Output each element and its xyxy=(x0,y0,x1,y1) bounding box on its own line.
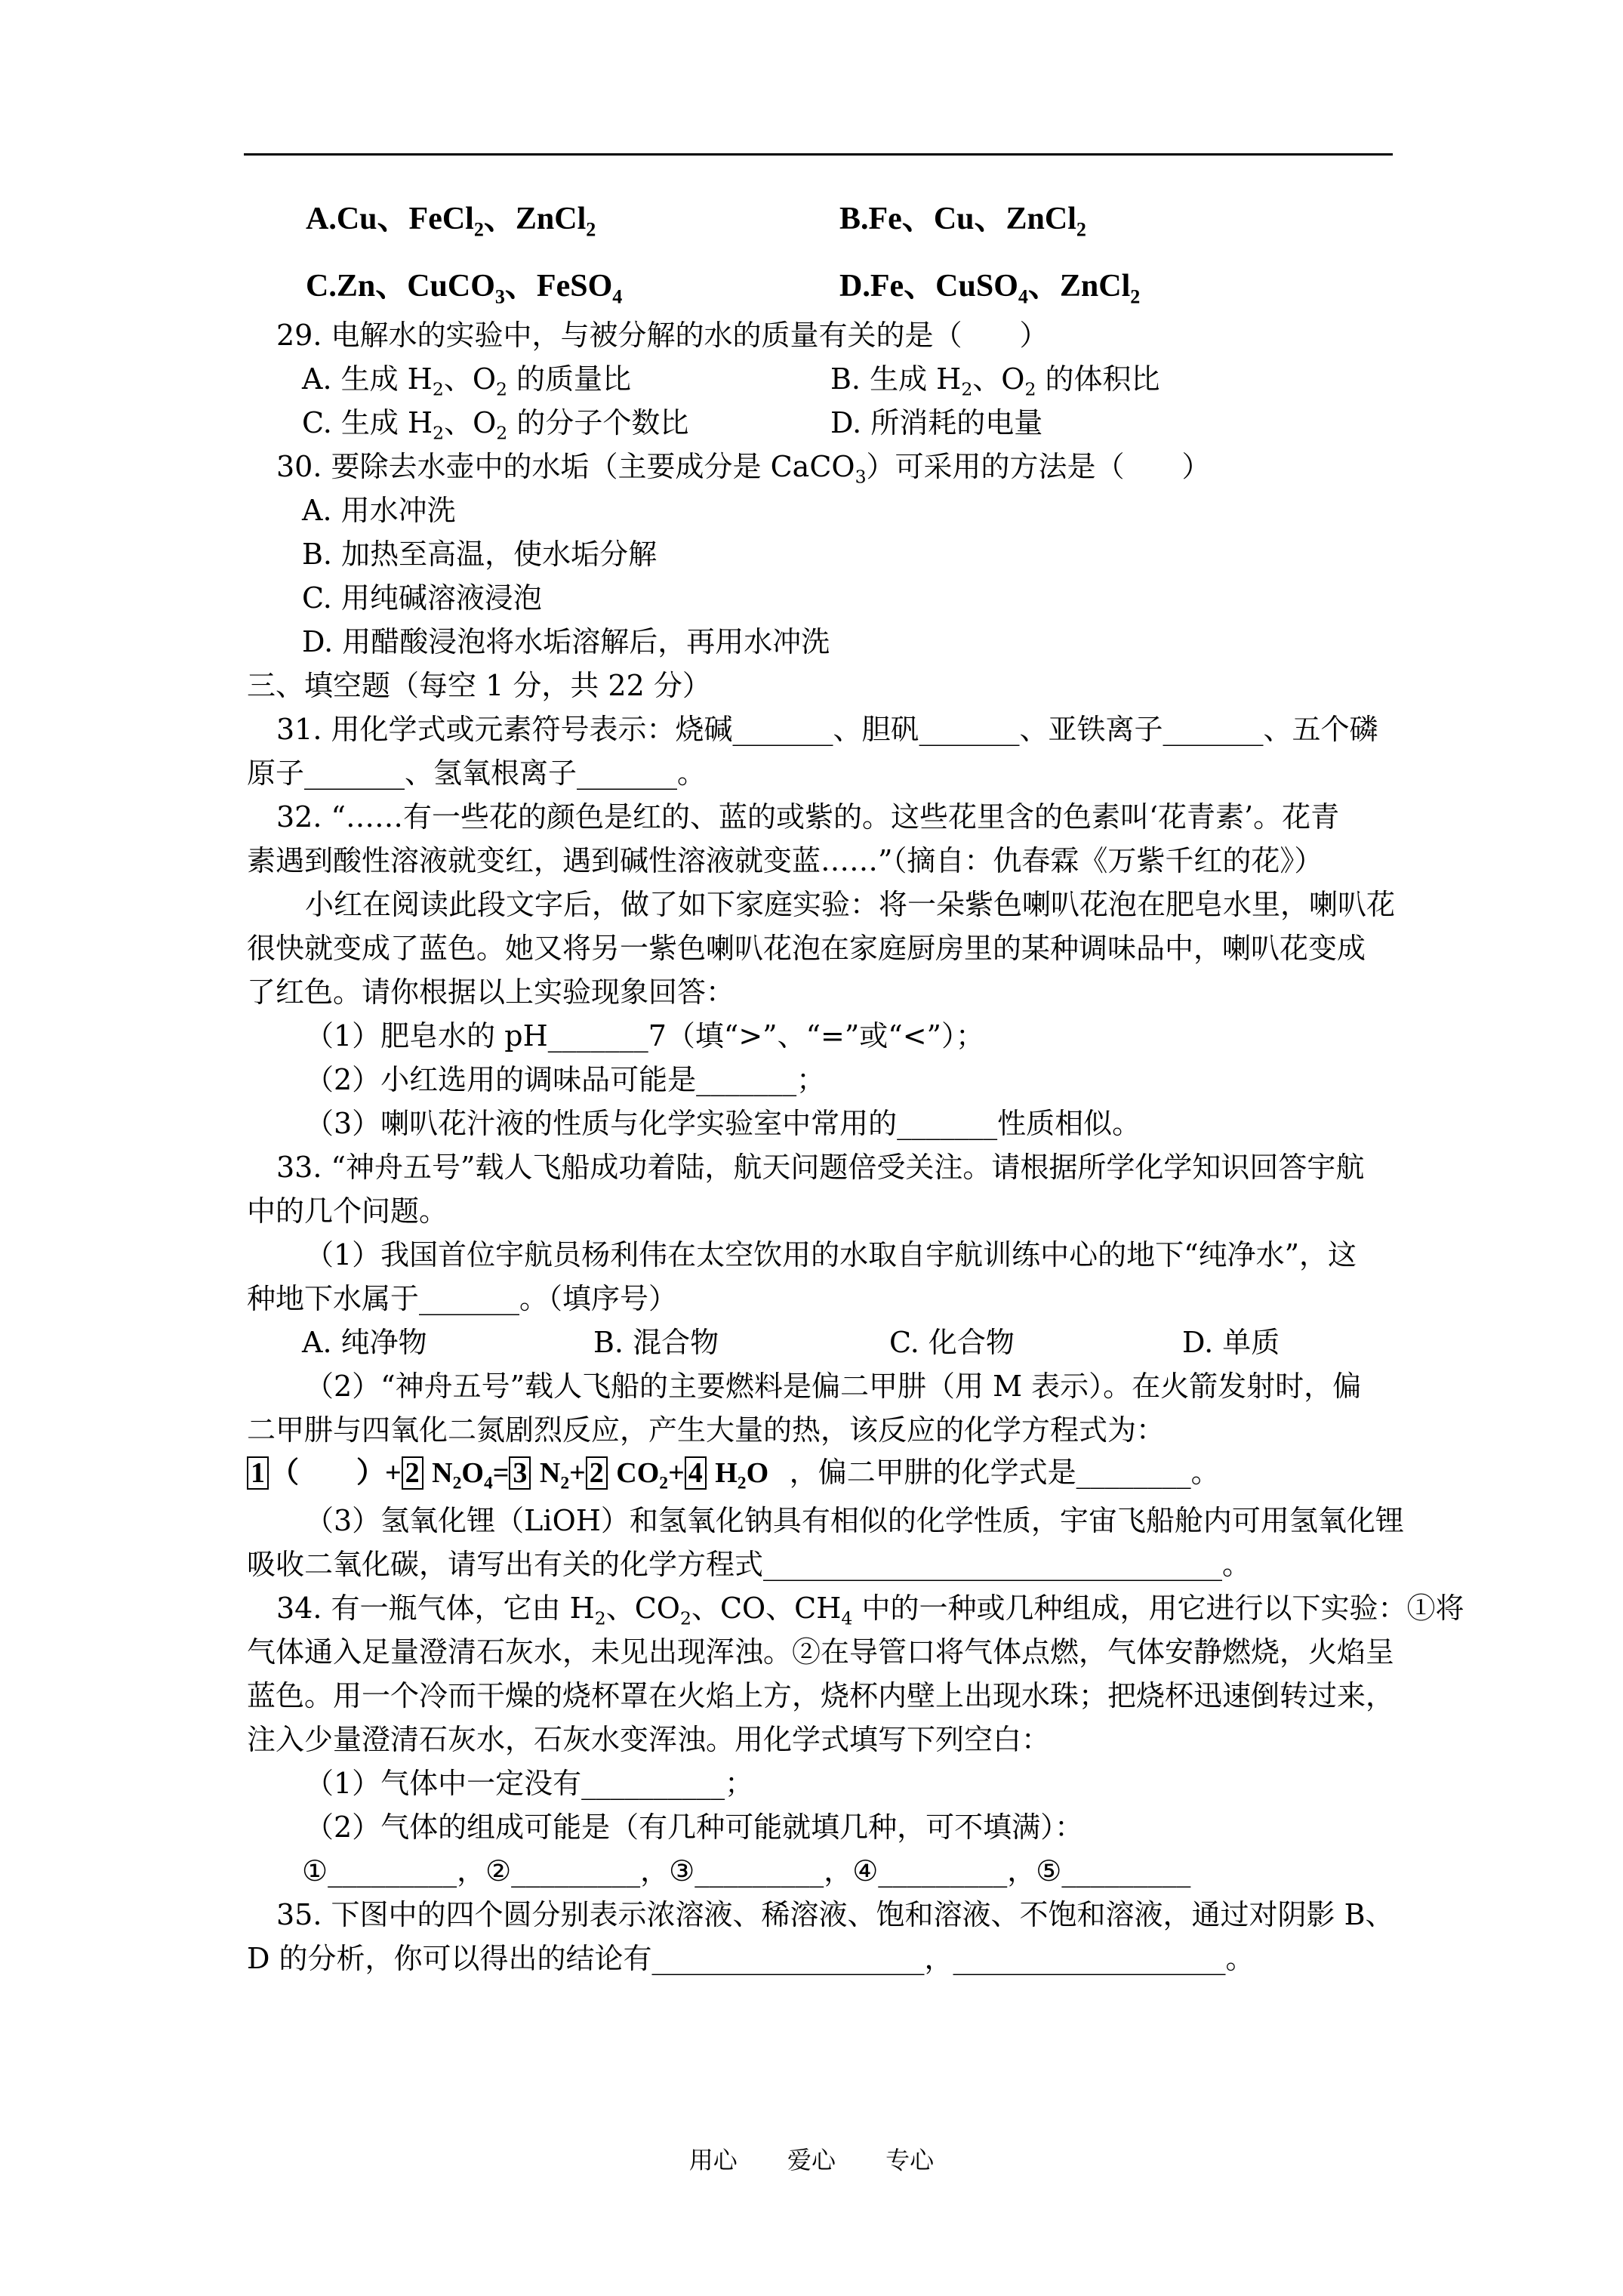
q33-sub-2-line-2: 二甲肼与四氧化二氮剧烈反应，产生大量的热，该反应的化学方程式为： xyxy=(247,1413,1166,1447)
header-rule xyxy=(244,153,1393,156)
footer-word-1: 用心 xyxy=(688,2146,738,2174)
q30-option-b: B. 加热至高温，使水垢分解 xyxy=(302,538,658,571)
q30-option-a: A. 用水冲洗 xyxy=(302,494,456,527)
q30-option-d: D. 用醋酸浸泡将水垢溶解后，再用水冲洗 xyxy=(302,625,830,658)
q35-line-1: 35. 下图中的四个圆分别表示浓溶液、稀溶液、饱和溶液、不饱和溶液，通过对阴影 B、 xyxy=(276,1898,1394,1931)
coefficient-box: 3 xyxy=(509,1456,531,1490)
q29-option-a: A. 生成 $H_2$、$O_2$ 的质量比 xyxy=(302,362,632,400)
q34-line-3: 蓝色。用一个冷而干燥的烧杯罩在火焰上方，烧杯内壁上出现水珠；把烧杯迅速倒转过来， xyxy=(247,1679,1395,1712)
q29-option-b: B. 生成 $H_2$、$O_2$ 的体积比 xyxy=(830,362,1160,400)
q32-line-5: 了红色。请你根据以上实验现象回答： xyxy=(247,975,735,1009)
q33-sub-3-line-2: 吸收二氧化碳，请写出有关的化学方程式________________________________。 xyxy=(247,1548,1252,1581)
q34-line-4: 注入少量澄清石灰水，石灰水变浑浊。用化学式填写下列空白： xyxy=(247,1723,1051,1756)
q35-line-2: D 的分析，你可以得出的结论有___________________，___________________。 xyxy=(247,1942,1255,1975)
q32-sub-1: （1）肥皂水的 pH_______7（填“>”、“=”或“<”）； xyxy=(305,1019,984,1052)
coefficient-box: 2 xyxy=(402,1456,423,1490)
coefficient-box: 1 xyxy=(247,1456,269,1490)
q32-line-2: 素遇到酸性溶液就变红，遇到碱性溶液就变蓝……”（摘自：仇春霖《万紫千红的花》） xyxy=(247,844,1323,877)
q30-option-c: C. 用纯碱溶液浸泡 xyxy=(302,581,542,615)
coefficient-box: 4 xyxy=(685,1456,707,1490)
q34-blanks: ①_________，②_________，③_________，④_________，⑤_________ xyxy=(302,1854,1191,1888)
q34-line-2: 气体通入足量澄清石灰水，未见出现浑浊。②在导管口将气体点燃，气体安静燃烧，火焰呈 xyxy=(247,1635,1395,1669)
section-3-heading: 三、填空题（每空 1 分，共 22 分） xyxy=(247,669,711,702)
page-footer xyxy=(0,2141,1623,2176)
q32-line-1: 32. “……有一些花的颜色是红的、蓝的或紫的。这些花里含的色素叫‘花青素’。花青 xyxy=(276,800,1340,834)
q29-option-c: C. 生成 $H_2$、$O_2$ 的分子个数比 xyxy=(302,406,689,444)
q33-sub-3-line-1: （3）氢氧化锂（LiOH）和氢氧化钠具有相似的化学性质，宇宙飞船舱内可用氢氧化锂 xyxy=(305,1504,1404,1537)
q28-option-d: D.Fe、CuSO$_4$、ZnCl$_2$ xyxy=(839,269,1141,308)
q28-option-c: C.Zn、CuCO$_3$、FeSO$_4$ xyxy=(306,269,623,308)
q33-sub-1-line-1: （1）我国首位宇航员杨利伟在太空饮用的水取自宇航训练中心的地下“纯净水”，这 xyxy=(305,1238,1357,1271)
q33-sub-1-line-2: 种地下水属于_______。（填序号） xyxy=(247,1282,678,1315)
q28-option-a: A.Cu、FeCl$_2$、ZnCl$_2$ xyxy=(306,202,596,241)
q33-line-2: 中的几个问题。 xyxy=(247,1194,448,1228)
q33-option-d: D. 单质 xyxy=(1182,1326,1280,1359)
q33-option-a: A. 纯净物 xyxy=(302,1326,427,1359)
q32-sub-2: （2）小红选用的调味品可能是_______； xyxy=(305,1063,826,1096)
q34-line-1: 34. 有一瓶气体，它由 $H_2$、$CO_2$、CO、$CH_4$ 中的一种或几种组成，用它进行以下实验：①将 xyxy=(276,1592,1464,1629)
footer-word-3: 专心 xyxy=(885,2146,935,2174)
q29-option-d: D. 所消耗的电量 xyxy=(830,406,1043,439)
q33-option-b: B. 混合物 xyxy=(593,1326,719,1359)
q32-line-4: 很快就变成了蓝色。她又将另一紫色喇叭花泡在家庭厨房里的某种调味品中，喇叭花变成 xyxy=(247,932,1366,965)
q33-sub-2-line-1: （2）“神舟五号”载人飞船的主要燃料是偏二甲肼（用 M 表示）。在火箭发射时，偏 xyxy=(305,1370,1362,1403)
q33-line-1: 33. “神舟五号”载人飞船成功着陆，航天问题倍受关注。请根据所学化学知识回答宇航 xyxy=(276,1151,1365,1184)
q34-sub-1: （1）气体中一定没有__________； xyxy=(305,1767,754,1800)
q30-stem: 30. 要除去水壶中的水垢（主要成分是 CaCO$_3$）可采用的方法是（ ） xyxy=(276,450,1211,488)
q28-option-b: B.Fe、Cu、ZnCl$_2$ xyxy=(839,202,1086,241)
q31-line-2: 原子_______、氢氧根离子_______。 xyxy=(247,757,707,790)
q34-sub-2: （2）气体的组成可能是（有几种可能就填几种，可不填满）： xyxy=(305,1811,1084,1844)
q31-line-1: 31. 用化学式或元素符号表示：烧碱_______、胆矾_______、亚铁离子_______、五个磷 xyxy=(276,713,1378,746)
q29-stem: 29. 电解水的实验中，与被分解的水的质量有关的是（ ） xyxy=(276,319,1049,352)
q33-equation: 1 （ ）+ 2 $N_2O_4= 3$ $N_2+ 2$ $CO_2+ 4$ $H_2O$ ，偏二甲肼的化学式是________。 xyxy=(247,1454,1220,1491)
footer-word-2: 爱心 xyxy=(787,2146,836,2174)
q32-line-3: 小红在阅读此段文字后，做了如下家庭实验：将一朵紫色喇叭花泡在肥皂水里，喇叭花 xyxy=(305,888,1396,921)
q33-option-c: C. 化合物 xyxy=(889,1326,1015,1359)
coefficient-box: 2 xyxy=(586,1456,608,1490)
q32-sub-3: （3）喇叭花汁液的性质与化学实验室中常用的_______性质相似。 xyxy=(305,1107,1141,1140)
